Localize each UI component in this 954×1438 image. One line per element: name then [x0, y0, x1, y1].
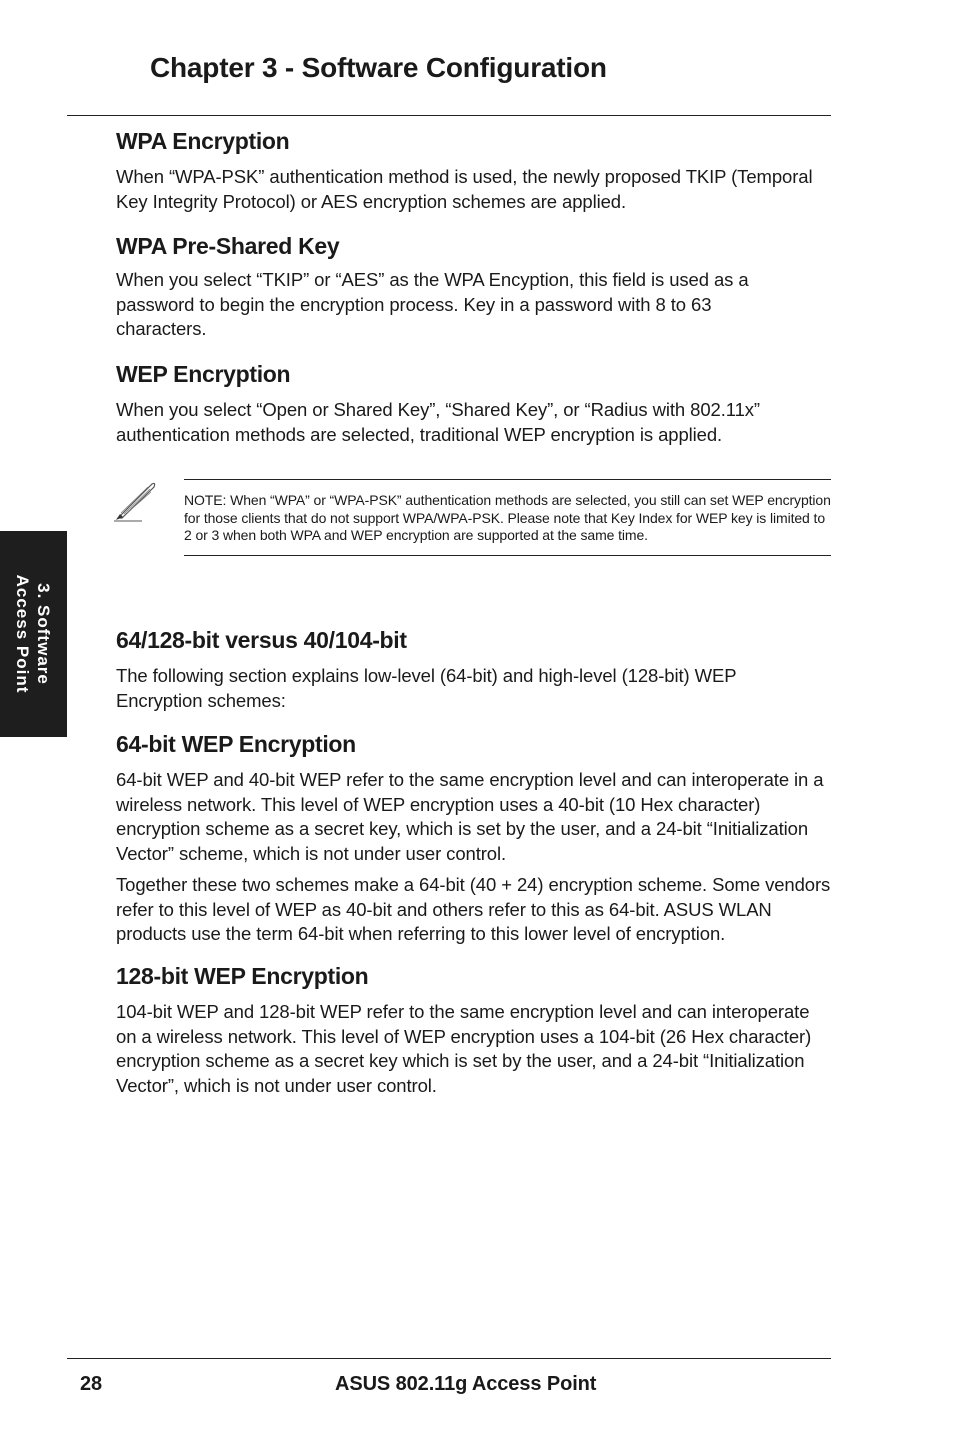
- section-wpa-pre-shared-key: [116, 232, 832, 342]
- section-text: When “WPA-PSK” authentication method is used, the newly proposed TKIP (Temporal Key Integrity Protocol) or AES encryption schemes are applied.: [116, 166, 813, 212]
- footer-rule: [67, 1358, 831, 1359]
- note-bottom-rule: [184, 555, 831, 556]
- section-heading: 128-bit WEP Encryption: [116, 963, 369, 989]
- section-heading: 64-bit WEP Encryption: [116, 731, 356, 757]
- section-heading: WEP Encryption: [116, 361, 291, 387]
- section-heading: WPA Encryption: [116, 128, 290, 154]
- note-text: When “WPA” or “WPA-PSK” authentication methods are selected, you still can set WEP encryption for those clients that do not support WPA/WPA-PSK. Please note that Key Index for WEP key is limited to 2 or 3 when both WPA and WEP encryption are supported at the same time.: [184, 492, 831, 543]
- section-heading: WPA Pre-Shared Key: [116, 233, 340, 259]
- side-tab-line1: 3. Software: [34, 583, 53, 685]
- section-bit-versus: [116, 626, 832, 713]
- section-wep-64: [116, 730, 832, 947]
- side-tab-line2: Access Point: [13, 574, 32, 694]
- note-top-rule: [184, 479, 831, 480]
- section-text: The following section explains low-level (64-bit) and high-level (128-bit) WEP Encryption schemes:: [116, 665, 737, 711]
- note-text-block: [184, 480, 831, 555]
- section-text: Together these two schemes make a 64-bit (40 + 24) encryption scheme. Some vendors refer to this level of WEP as 40-bit and others refer to this as 64-bit. ASUS WLAN products use the term 64-bit when referring to this lower level of encryption.: [116, 874, 831, 944]
- chapter-side-tab-label: [12, 575, 54, 694]
- chapter-title: Chapter 3 - Software Configuration: [150, 52, 607, 83]
- section-wep-128: [116, 962, 832, 1098]
- footer-product-title: ASUS 802.11g Access Point: [335, 1373, 597, 1395]
- section-wpa-encryption: [116, 127, 832, 214]
- header-rule: [67, 115, 831, 116]
- section-heading: 64/128-bit versus 40/104-bit: [116, 627, 407, 653]
- section-text: 64-bit WEP and 40-bit WEP refer to the same encryption level and can interoperate in a wireless network. This level of WEP encryption uses a 40-bit (10 Hex character) encryption scheme as a secret key, which is set by the user, and a 24-bit “Initialization Vector” scheme, which is not under user control.: [116, 769, 824, 864]
- section-text: When you select “Open or Shared Key”, “Shared Key”, or “Radius with 802.11x” authentication methods are selected, traditional WEP encryption is applied.: [116, 399, 760, 445]
- section-text: When you select “TKIP” or “AES” as the WPA Encyption, this field is used as a password to begin the encryption process. Key in a password with 8 to 63 characters.: [116, 269, 749, 339]
- note-callout: [184, 479, 831, 556]
- note-label: NOTE:: [184, 492, 227, 508]
- page-number: 28: [80, 1373, 103, 1395]
- section-wep-encryption: [116, 360, 832, 447]
- section-text: 104-bit WEP and 128-bit WEP refer to the same encryption level and can interoperate on a wireless network. This level of WEP encryption uses a 104-bit (26 Hex character) encryption scheme as a secret key which is set by the user, and a 24-bit “Initialization Vector”, which is not under user control.: [116, 1001, 812, 1096]
- note-pen-icon: [112, 480, 160, 522]
